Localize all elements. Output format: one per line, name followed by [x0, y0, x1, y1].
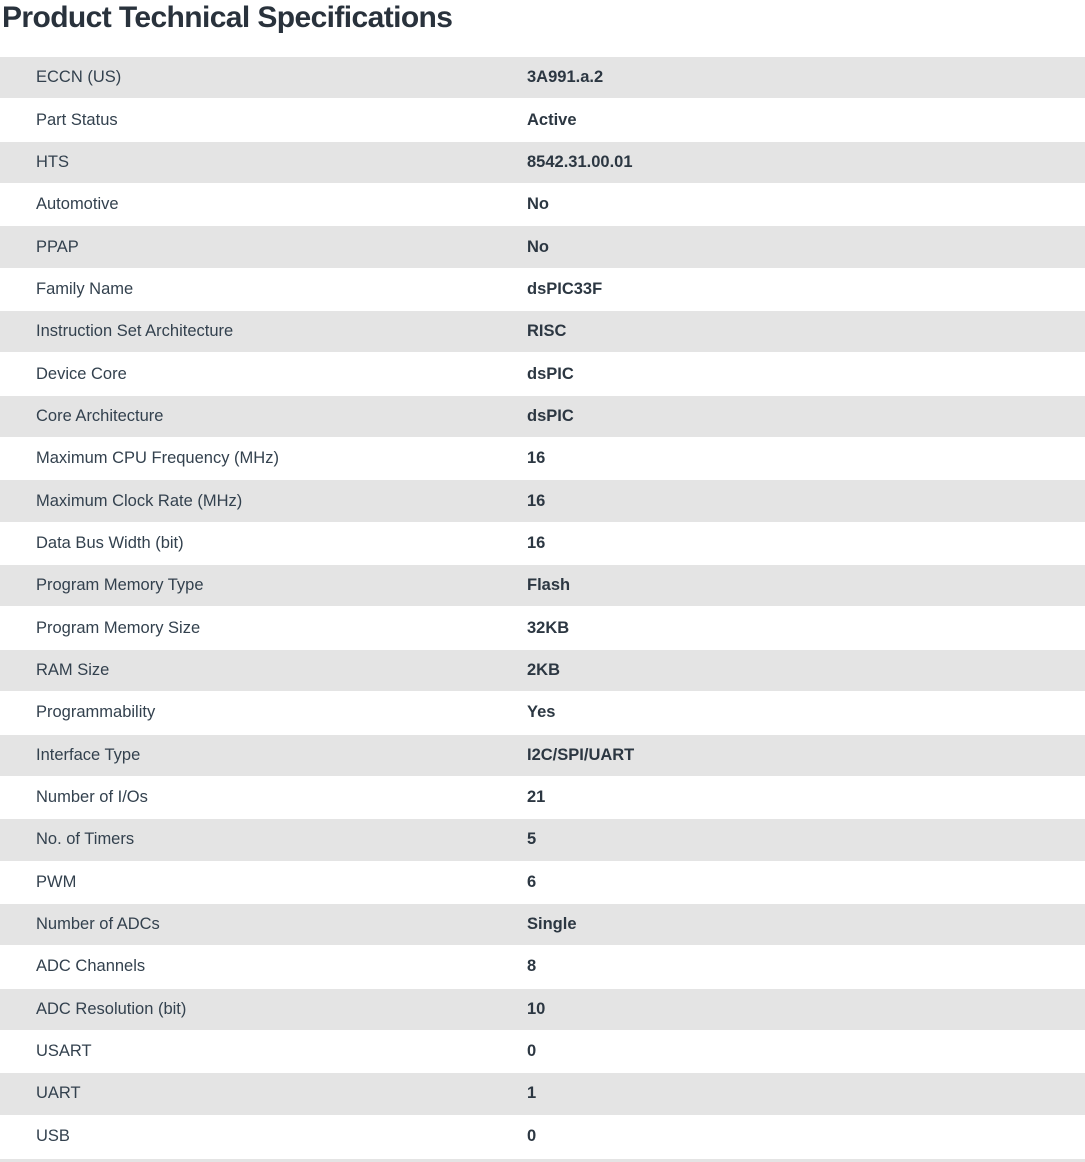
spec-value: 32KB	[527, 618, 570, 637]
spec-row	[0, 142, 1085, 184]
spec-table	[0, 57, 1085, 1158]
spec-label: Number of ADCs	[36, 915, 160, 934]
spec-label: Program Memory Type	[36, 576, 204, 595]
spec-value: Yes	[527, 703, 556, 722]
spec-row	[0, 57, 1085, 99]
spec-value: 16	[527, 491, 546, 510]
spec-value: Active	[527, 110, 577, 129]
spec-label: Number of I/Os	[36, 788, 148, 807]
spec-value: 0	[527, 1126, 537, 1145]
page-title: Product Technical Specifications	[2, 1, 453, 34]
spec-label: Data Bus Width (bit)	[36, 533, 184, 552]
spec-row	[0, 819, 1085, 861]
spec-row	[0, 904, 1085, 946]
spec-value: dsPIC33F	[527, 279, 603, 298]
spec-row	[0, 523, 1085, 565]
spec-row	[0, 777, 1085, 819]
spec-label: No. of Timers	[36, 830, 135, 849]
spec-row	[0, 650, 1085, 692]
spec-value: dsPIC	[527, 406, 574, 425]
spec-label: PPAP	[36, 237, 79, 256]
spec-row	[0, 862, 1085, 904]
spec-label: UART	[36, 1084, 81, 1103]
spec-row	[0, 480, 1085, 522]
spec-row	[0, 565, 1085, 607]
spec-value: No	[527, 195, 549, 214]
spec-row	[0, 99, 1085, 141]
spec-label: Instruction Set Architecture	[36, 322, 234, 341]
spec-label: Program Memory Size	[36, 618, 201, 637]
spec-row	[0, 1116, 1085, 1158]
spec-value: dsPIC	[527, 364, 574, 383]
spec-row	[0, 269, 1085, 311]
spec-value: 0	[527, 1042, 537, 1061]
spec-value: RISC	[527, 322, 567, 341]
spec-row	[0, 184, 1085, 226]
spec-value: 1	[527, 1084, 537, 1103]
spec-label: ADC Channels	[36, 957, 146, 976]
spec-value: Flash	[527, 576, 571, 595]
spec-label: PWM	[36, 872, 77, 891]
spec-value: 3A991.a.2	[527, 68, 604, 87]
spec-label: Core Architecture	[36, 406, 164, 425]
spec-label: Device Core	[36, 364, 127, 383]
spec-label: Interface Type	[36, 745, 141, 764]
spec-value: 5	[527, 830, 537, 849]
spec-row	[0, 438, 1085, 480]
spec-label: HTS	[36, 152, 69, 171]
spec-value: 8542.31.00.01	[527, 152, 633, 171]
spec-label: Programmability	[36, 703, 156, 722]
spec-row	[0, 396, 1085, 438]
spec-value: 8	[527, 957, 537, 976]
spec-value: I2C/SPI/UART	[527, 745, 635, 764]
spec-value: 16	[527, 449, 546, 468]
spec-label: USB	[36, 1126, 70, 1145]
spec-label: ADC Resolution (bit)	[36, 999, 187, 1018]
spec-row	[0, 1031, 1085, 1073]
next-row-peek	[0, 1158, 1085, 1162]
spec-row	[0, 311, 1085, 353]
spec-label: Maximum Clock Rate (MHz)	[36, 491, 243, 510]
spec-label: Family Name	[36, 279, 134, 298]
spec-row	[0, 226, 1085, 268]
spec-label: RAM Size	[36, 660, 110, 679]
spec-label: Maximum CPU Frequency (MHz)	[36, 449, 279, 468]
spec-row	[0, 735, 1085, 777]
spec-value: 10	[527, 999, 546, 1018]
spec-row	[0, 353, 1085, 395]
spec-row	[0, 607, 1085, 649]
spec-label: Part Status	[36, 110, 118, 129]
spec-row	[0, 946, 1085, 988]
spec-value: 21	[527, 788, 546, 807]
spec-value: 16	[527, 533, 546, 552]
spec-label: ECCN (US)	[36, 68, 122, 87]
spec-value: Single	[527, 915, 577, 934]
spec-row	[0, 989, 1085, 1031]
spec-row	[0, 692, 1085, 734]
spec-label: USART	[36, 1042, 92, 1061]
spec-label: Automotive	[36, 195, 119, 214]
spec-value: No	[527, 237, 549, 256]
spec-value: 2KB	[527, 660, 561, 679]
spec-value: 6	[527, 872, 537, 891]
spec-row	[0, 1073, 1085, 1115]
